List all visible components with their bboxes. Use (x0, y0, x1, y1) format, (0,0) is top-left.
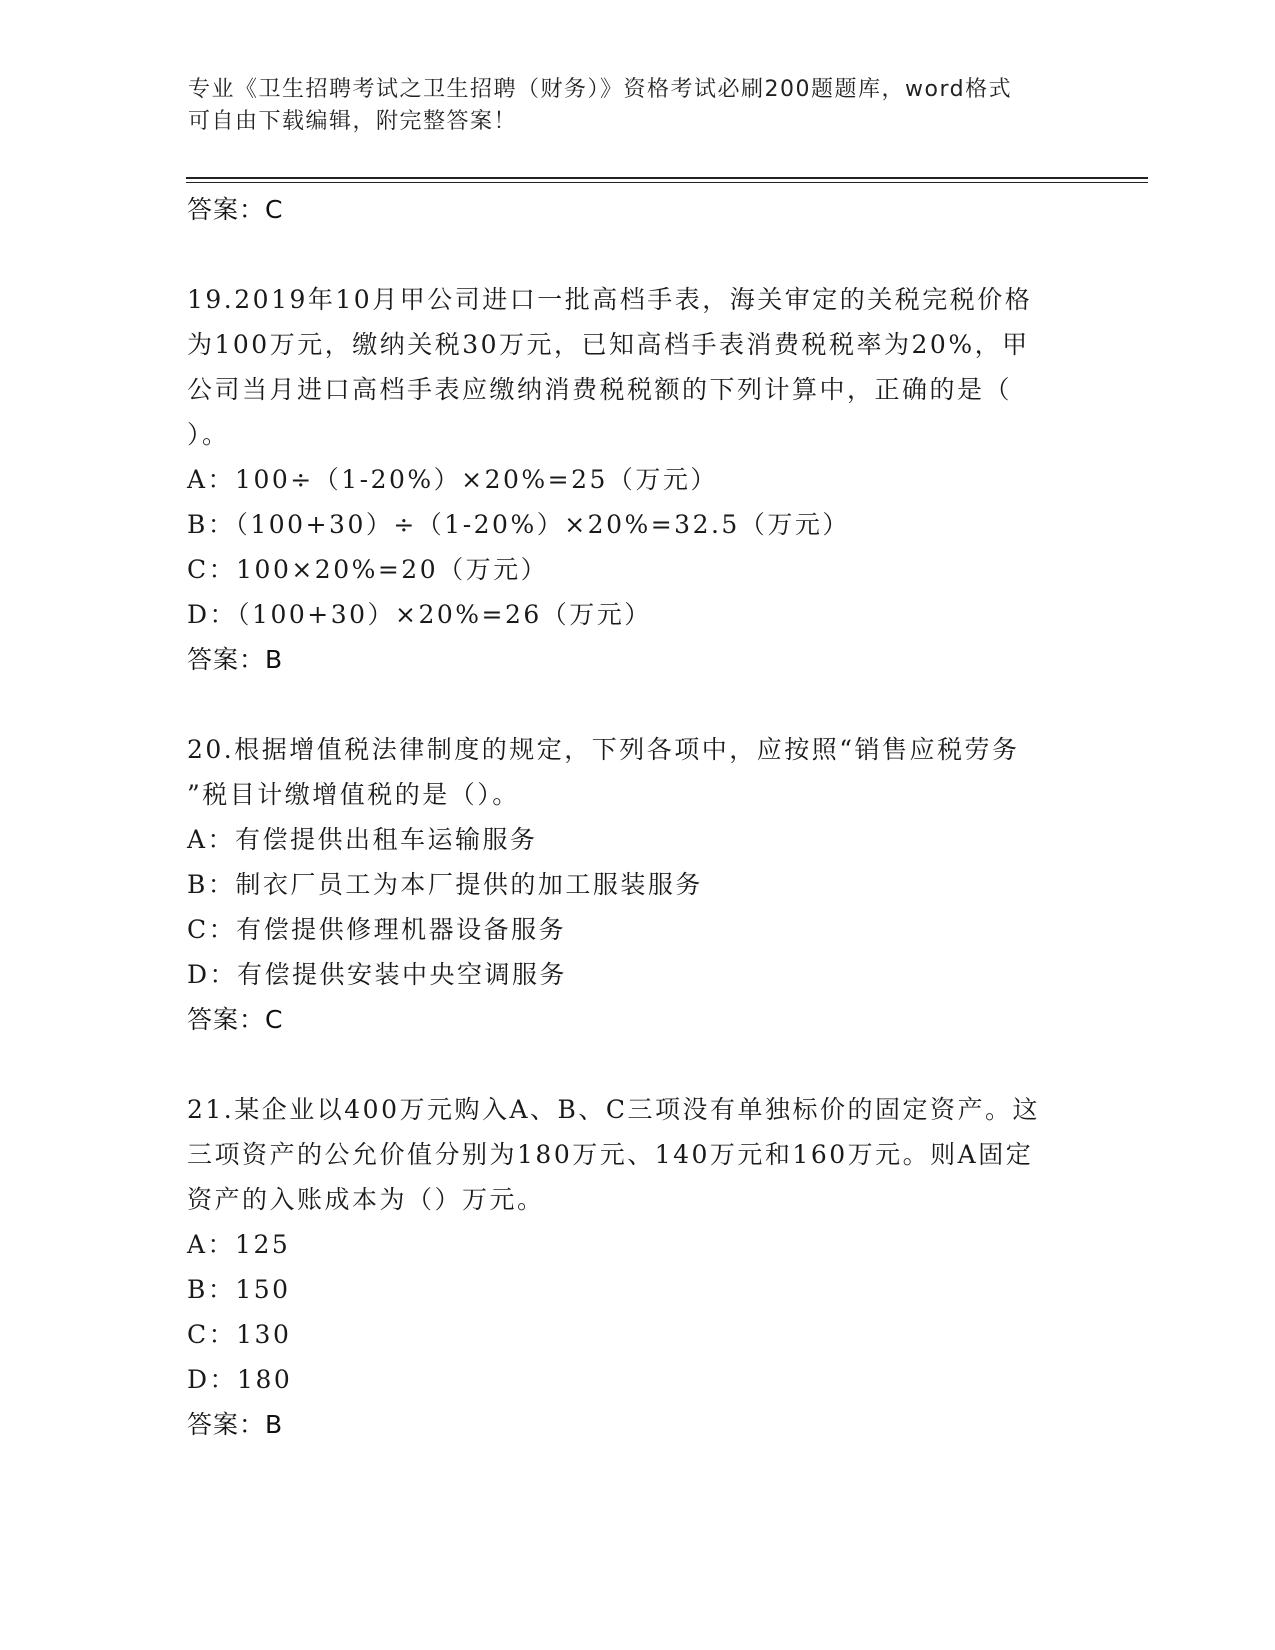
option-a: A：125 (187, 1230, 291, 1259)
question-21 (187, 1087, 1087, 1447)
option-c: C：130 (187, 1320, 292, 1349)
header-line-2: 可自由下载编辑，附完整答案！ (188, 109, 518, 134)
question-text-line: 19.2019年10月甲公司进口一批高档手表，海关审定的关税完税价格 (187, 285, 1033, 314)
header-rule-thick (186, 177, 1148, 179)
option-b: B：制衣厂员工为本厂提供的加工服装服务 (187, 870, 703, 899)
page-header (188, 74, 1088, 138)
option-d: D：（100+30）×20%=26（万元） (187, 600, 652, 629)
question-text-line: 为100万元，缴纳关税30万元，已知高档手表消费税税率为20%，甲 (187, 330, 1030, 359)
option-a: A：100÷（1-20%）×20%=25（万元） (187, 465, 718, 494)
option-c: C：有偿提供修理机器设备服务 (187, 915, 567, 944)
question-text-line: 公司当月进口高档手表应缴纳消费税税额的下列计算中，正确的是（ (187, 375, 1013, 404)
question-content (187, 187, 1087, 1447)
question-text-line: 资产的入账成本为（）万元。 (187, 1185, 545, 1214)
question-text-line: 21.某企业以400万元购入A、B、C三项没有单独标价的固定资产。这 (187, 1095, 1041, 1124)
option-b: B：150 (187, 1275, 291, 1304)
spacer (187, 682, 1087, 727)
option-d: D：有偿提供安装中央空调服务 (187, 960, 568, 989)
option-d: D：180 (187, 1365, 293, 1394)
spacer (187, 1042, 1087, 1087)
answer: 答案：B (187, 1410, 284, 1439)
option-a: A：有偿提供出租车运输服务 (187, 825, 538, 854)
question-20 (187, 727, 1087, 1042)
question-text-line: 20.根据增值税法律制度的规定，下列各项中，应按照“销售应税劳务 (187, 735, 1020, 764)
answer: 答案：C (187, 1005, 284, 1034)
header-line-1: 专业《卫生招聘考试之卫生招聘（财务）》资格考试必刷200题题库，word格式 (188, 77, 1013, 102)
answer-previous: 答案：C (187, 195, 284, 224)
question-19 (187, 277, 1087, 682)
option-c: C：100×20%=20（万元） (187, 555, 549, 584)
question-text-line: 三项资产的公允价值分别为180万元、140万元和160万元。则A固定 (187, 1140, 1034, 1169)
question-text-line: ）。 (187, 420, 230, 449)
header-rule-thin (186, 182, 1148, 183)
option-b: B：（100+30）÷（1-20%）×20%=32.5（万元） (187, 510, 850, 539)
answer: 答案：B (187, 645, 284, 674)
question-text-line: ”税目计缴增值税的是（）。 (187, 780, 520, 809)
spacer (187, 232, 1087, 277)
